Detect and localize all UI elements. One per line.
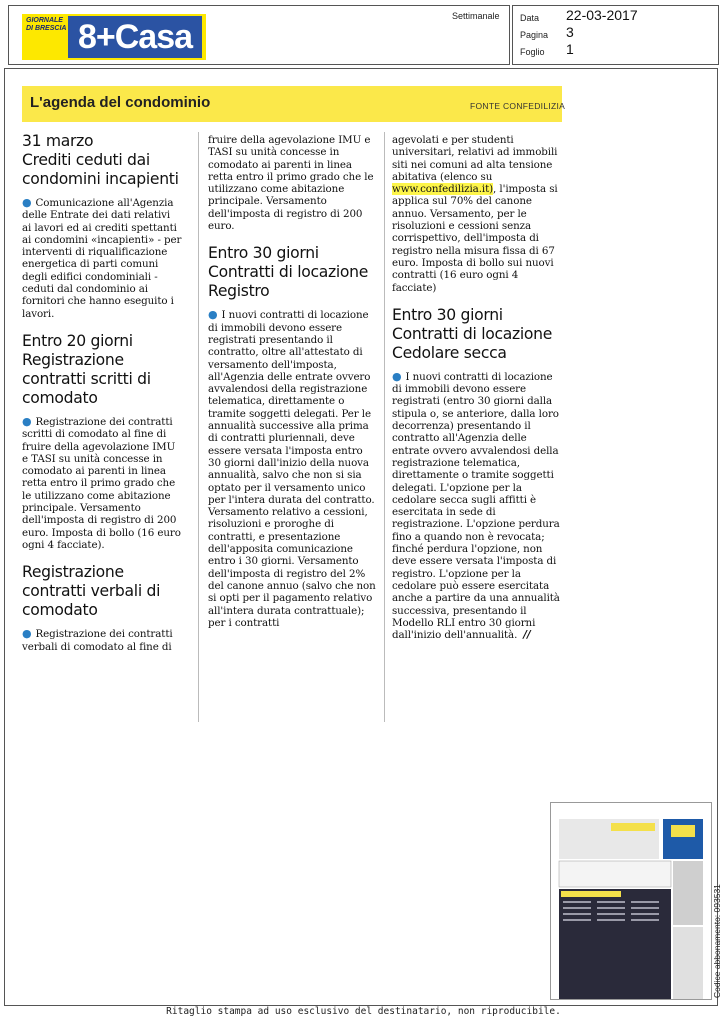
article-source: FONTE CONFEDILIZIA: [470, 101, 566, 111]
section-heading: Entro 30 giorni Contratti di locazione Registro: [208, 244, 369, 301]
section-text: ● Registrazione dei contratti scritti di comodato al fine di fruire della agevolazione IMU e TASI su unità concesse in comodato ai parenti in linea retta entro il primo grado che le utilizzano come abitazione principale. Versamento dell'imposta di registro di 200 euro. Imposta di bollo (16 euro ogni 4 facciate).: [22, 414, 181, 551]
bullet-icon: ●: [22, 627, 32, 641]
end-mark: //: [523, 629, 531, 642]
section-heading: Entro 20 giorni Registrazione contratti scritti di comodato: [22, 331, 151, 407]
section-heading: Entro 30 giorni Contratti di locazione Cedolare secca: [392, 305, 553, 362]
meta-label-data: Data: [520, 13, 540, 23]
section-text: ● I nuovi contratti di locazione di immobili devono essere registrati presentando il contratto, oltre all'attestato di versamento dell'imposta, all'Agenzia delle entrate ovvero avvalendosi della registrazione telematica, direttamente o tramite soggetti delegati. Per le annualità successive alla prima di contratti pluriennali, deve essere versata l'imposta entro 30 giorni dall'inizio della nuova annualità, salvo che non si sia optato per il versamento unico per l'intera durata del contratto. Versamento relativo a cessioni, risoluzioni e proroghe di contratti, e presentazione dell'apposita comunicazione entro i 30 giorni. Versamento dell'imposta di registro del 2% del canone annuo (salvo che non si opti per il pagamento relativo all'intera durata contrattuale); per i contratti: [208, 308, 376, 629]
meta-value-foglio: 1: [566, 41, 574, 57]
article-column-1: [22, 132, 182, 665]
bullet-icon: ●: [22, 414, 32, 428]
column-divider: [384, 132, 385, 722]
section-text: fruire della agevolazione IMU e TASI su unità concesse in comodato ai parenti in linea retta entro il primo grado che le utilizzano come abitazione principale. Versamento dell'imposta di registro di 200 euro.: [208, 134, 374, 233]
frequency-label: Settimanale: [452, 11, 500, 21]
column-divider: [198, 132, 199, 722]
section-text: agevolati e per studenti universitari, relativi ad immobili siti nei comuni ad alta tensione abitativa (elenco su www.confedilizia.it), l'imposta si applica sul 70% del canone annuo. Versamento, per le risoluzioni e cessioni senza corrispettivo, dell'imposta di registro nella misura fissa di 67 euro. Imposta di bollo sui nuovi contratti (16 euro ogni 4 facciate): [392, 134, 558, 294]
bullet-icon: ●: [208, 308, 218, 322]
section-heading: 31 marzo Crediti ceduti dai condomini incapienti: [22, 132, 179, 188]
section-text: ● Comunicazione all'Agenzia delle Entrate dei dati relativi ai lavori ed ai crediti spettanti ai condomini «incapienti» - per interventi di riqualificazione energetica di parti comuni degli edifici condominiali - ceduti dal condominio ai fornitori che hanno eseguito i lavori.: [22, 196, 182, 320]
confedilizia-link[interactable]: www.confedilizia.it): [392, 183, 494, 196]
meta-label-pagina: Pagina: [520, 30, 549, 40]
article-column-3: [392, 134, 560, 653]
article-column-2: [208, 134, 376, 641]
meta-value-pagina: 3: [566, 24, 574, 40]
article-title: L'agenda del condominio: [30, 94, 211, 111]
section-text: ● Registrazione dei contratti verbali di comodato al fine di: [22, 627, 173, 653]
thumbnail-image: [551, 803, 711, 999]
meta-label-foglio: Foglio: [520, 47, 545, 57]
logo-title: 8+Casa: [68, 16, 202, 58]
meta-value-data: 22-03-2017: [566, 7, 638, 23]
bullet-icon: ●: [22, 196, 32, 209]
footer-notice: Ritaglio stampa ad uso esclusivo del destinatario, non riproducibile.: [166, 1006, 561, 1017]
section-text: ● I nuovi contratti di locazione di immobili devono essere registrati (entro 30 giorni dalla stipula o, se anteriore, dalla loro decorrenza) presentando il contratto all'Agenzia delle entrate ovvero avvalendosi della registrazione telematica, direttamente o tramite soggetti delegati. L'opzione per la cedolare secca sugli affitti è esercitata in sede di registrazione. L'opzione perdura fino a quando non è revocata; finché perdura l'opzione, non deve essere versata l'imposta di registro. L'opzione per la cedolare può essere esercitata anche a partire da una annualità successiva, presentando il Modello RLI entro 30 giorni dall'inizio dell'annualità. //: [392, 369, 560, 642]
logo-newspaper-name: GIORNALE DI BRESCIA: [26, 17, 67, 32]
page-thumbnail: [550, 802, 712, 1000]
bullet-icon: ●: [392, 369, 402, 383]
section-heading: Registrazione contratti verbali di comodato: [22, 563, 161, 620]
subscription-code: Codice abbonamento: 093531: [712, 884, 722, 998]
